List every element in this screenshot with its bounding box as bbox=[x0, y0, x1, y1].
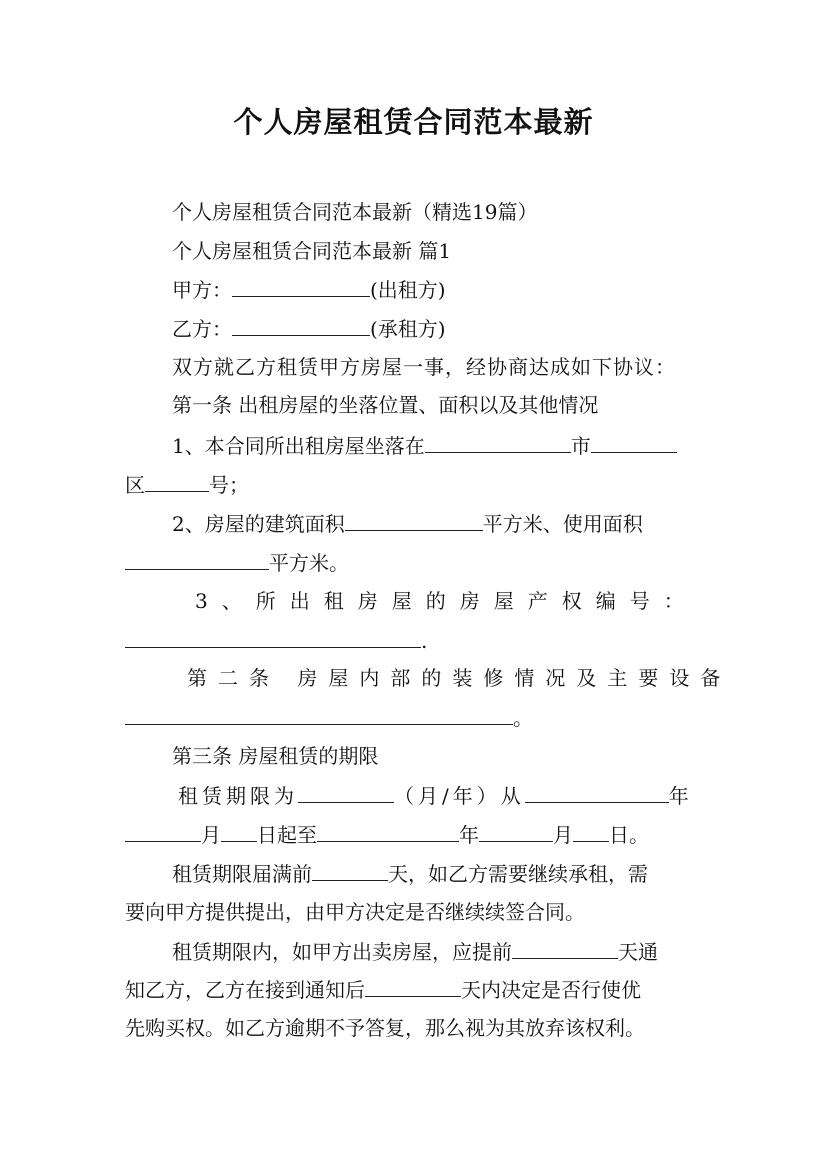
number-label: 号； bbox=[209, 473, 249, 497]
article1-heading: 第一条 出租房屋的坐落位置、面积以及其他情况 bbox=[172, 393, 599, 417]
property-number-end: . bbox=[421, 629, 428, 653]
party-a-blank bbox=[232, 274, 370, 297]
party-b-label: 乙方： bbox=[172, 317, 232, 341]
article2-end: 。 bbox=[513, 706, 533, 730]
start-month-label: 月 bbox=[201, 823, 221, 847]
lease-term-text: 租赁期限为 bbox=[178, 784, 298, 808]
city-blank bbox=[591, 430, 677, 453]
usable-area-blank bbox=[125, 547, 269, 570]
sale-line2 bbox=[125, 974, 715, 1005]
district-blank bbox=[145, 469, 209, 492]
article2-line1 bbox=[187, 663, 777, 693]
sale-notice-days-blank bbox=[512, 936, 618, 959]
intro-paragraph: 双方就乙方租赁甲方房屋一事，经协商达成如下协议： bbox=[172, 355, 676, 379]
sale-line3: 先购买权。如乙方逾期不予答复，那么视为其放弃该权利。 bbox=[125, 1016, 645, 1040]
property-number-text: 3、所出租房屋的房屋产权编号： bbox=[195, 589, 698, 613]
party-a-role: (出租方) bbox=[370, 278, 446, 302]
sale-text-a: 租赁期限内，如甲方出卖房屋，应提前 bbox=[172, 940, 512, 964]
building-area-blank bbox=[345, 508, 483, 531]
article1-item3-line2 bbox=[125, 625, 715, 656]
renewal-days-blank bbox=[312, 858, 388, 881]
article1-item1-line1 bbox=[172, 430, 762, 461]
end-month-label: 月 bbox=[553, 823, 573, 847]
party-b-role: (承租方) bbox=[370, 317, 446, 341]
article3-heading: 第三条 房屋租赁的期限 bbox=[172, 744, 379, 768]
start-year-label: 年 bbox=[668, 784, 689, 808]
renewal-text-b: 天，如乙方需要继续承租，需 bbox=[388, 862, 648, 886]
end-day-label: 日。 bbox=[609, 823, 649, 847]
sale-line1 bbox=[172, 936, 762, 967]
end-month-blank bbox=[479, 819, 553, 842]
article2-line2 bbox=[125, 702, 715, 733]
article1-item1-line2 bbox=[125, 469, 715, 500]
article1-item2-line2 bbox=[125, 547, 715, 578]
end-year-label: 年 bbox=[459, 823, 479, 847]
end-day-blank bbox=[573, 819, 609, 842]
location-blank bbox=[425, 430, 571, 453]
end-year-blank bbox=[317, 819, 459, 842]
start-year-blank bbox=[525, 780, 669, 803]
renewal-line1 bbox=[172, 858, 762, 889]
section-heading: 个人房屋租赁合同范本最新 篇1 bbox=[172, 239, 452, 263]
renewal-text-a: 租赁期限届满前 bbox=[172, 862, 312, 886]
party-a-label: 甲方： bbox=[172, 278, 232, 302]
lease-unit-text: （月/年）从 bbox=[394, 784, 525, 808]
lease-term-line2 bbox=[125, 819, 715, 850]
article1-item2-line1 bbox=[172, 508, 762, 539]
property-number-blank bbox=[125, 625, 421, 648]
document-subtitle: 个人房屋租赁合同范本最新（精选19篇） bbox=[172, 200, 538, 224]
party-b-line bbox=[172, 313, 762, 344]
start-day-blank bbox=[221, 819, 257, 842]
lease-term-line1 bbox=[178, 780, 768, 811]
city-label: 市 bbox=[570, 434, 591, 458]
article1-item3-line1 bbox=[195, 586, 785, 616]
sale-decision-days-blank bbox=[365, 974, 461, 997]
square-meter-text: 平方米。 bbox=[269, 551, 349, 575]
renewal-line2: 要向甲方提供提出，由甲方决定是否继续续签合同。 bbox=[125, 900, 585, 924]
sale-text-d: 天内决定是否行使优 bbox=[461, 978, 641, 1002]
equipment-blank bbox=[125, 702, 513, 725]
sale-text-b: 天通 bbox=[618, 940, 658, 964]
sale-text-c: 知乙方，乙方在接到通知后 bbox=[125, 978, 365, 1002]
district-label: 区 bbox=[125, 473, 145, 497]
document-title: 个人房屋租赁合同范本最新 bbox=[233, 105, 594, 139]
party-a-line bbox=[172, 274, 762, 305]
building-area-text: 2、房屋的建筑面积 bbox=[172, 512, 345, 536]
article2-heading: 第二条 房屋内部的装修情况及主要设备 bbox=[187, 666, 732, 690]
article1-item1-text: 1、本合同所出租房屋坐落在 bbox=[172, 434, 425, 458]
start-day-label: 日起至 bbox=[257, 823, 317, 847]
lease-period-blank bbox=[298, 780, 394, 803]
usable-area-text: 平方米、使用面积 bbox=[482, 512, 643, 536]
party-b-blank bbox=[232, 313, 370, 336]
start-month-blank bbox=[125, 819, 201, 842]
